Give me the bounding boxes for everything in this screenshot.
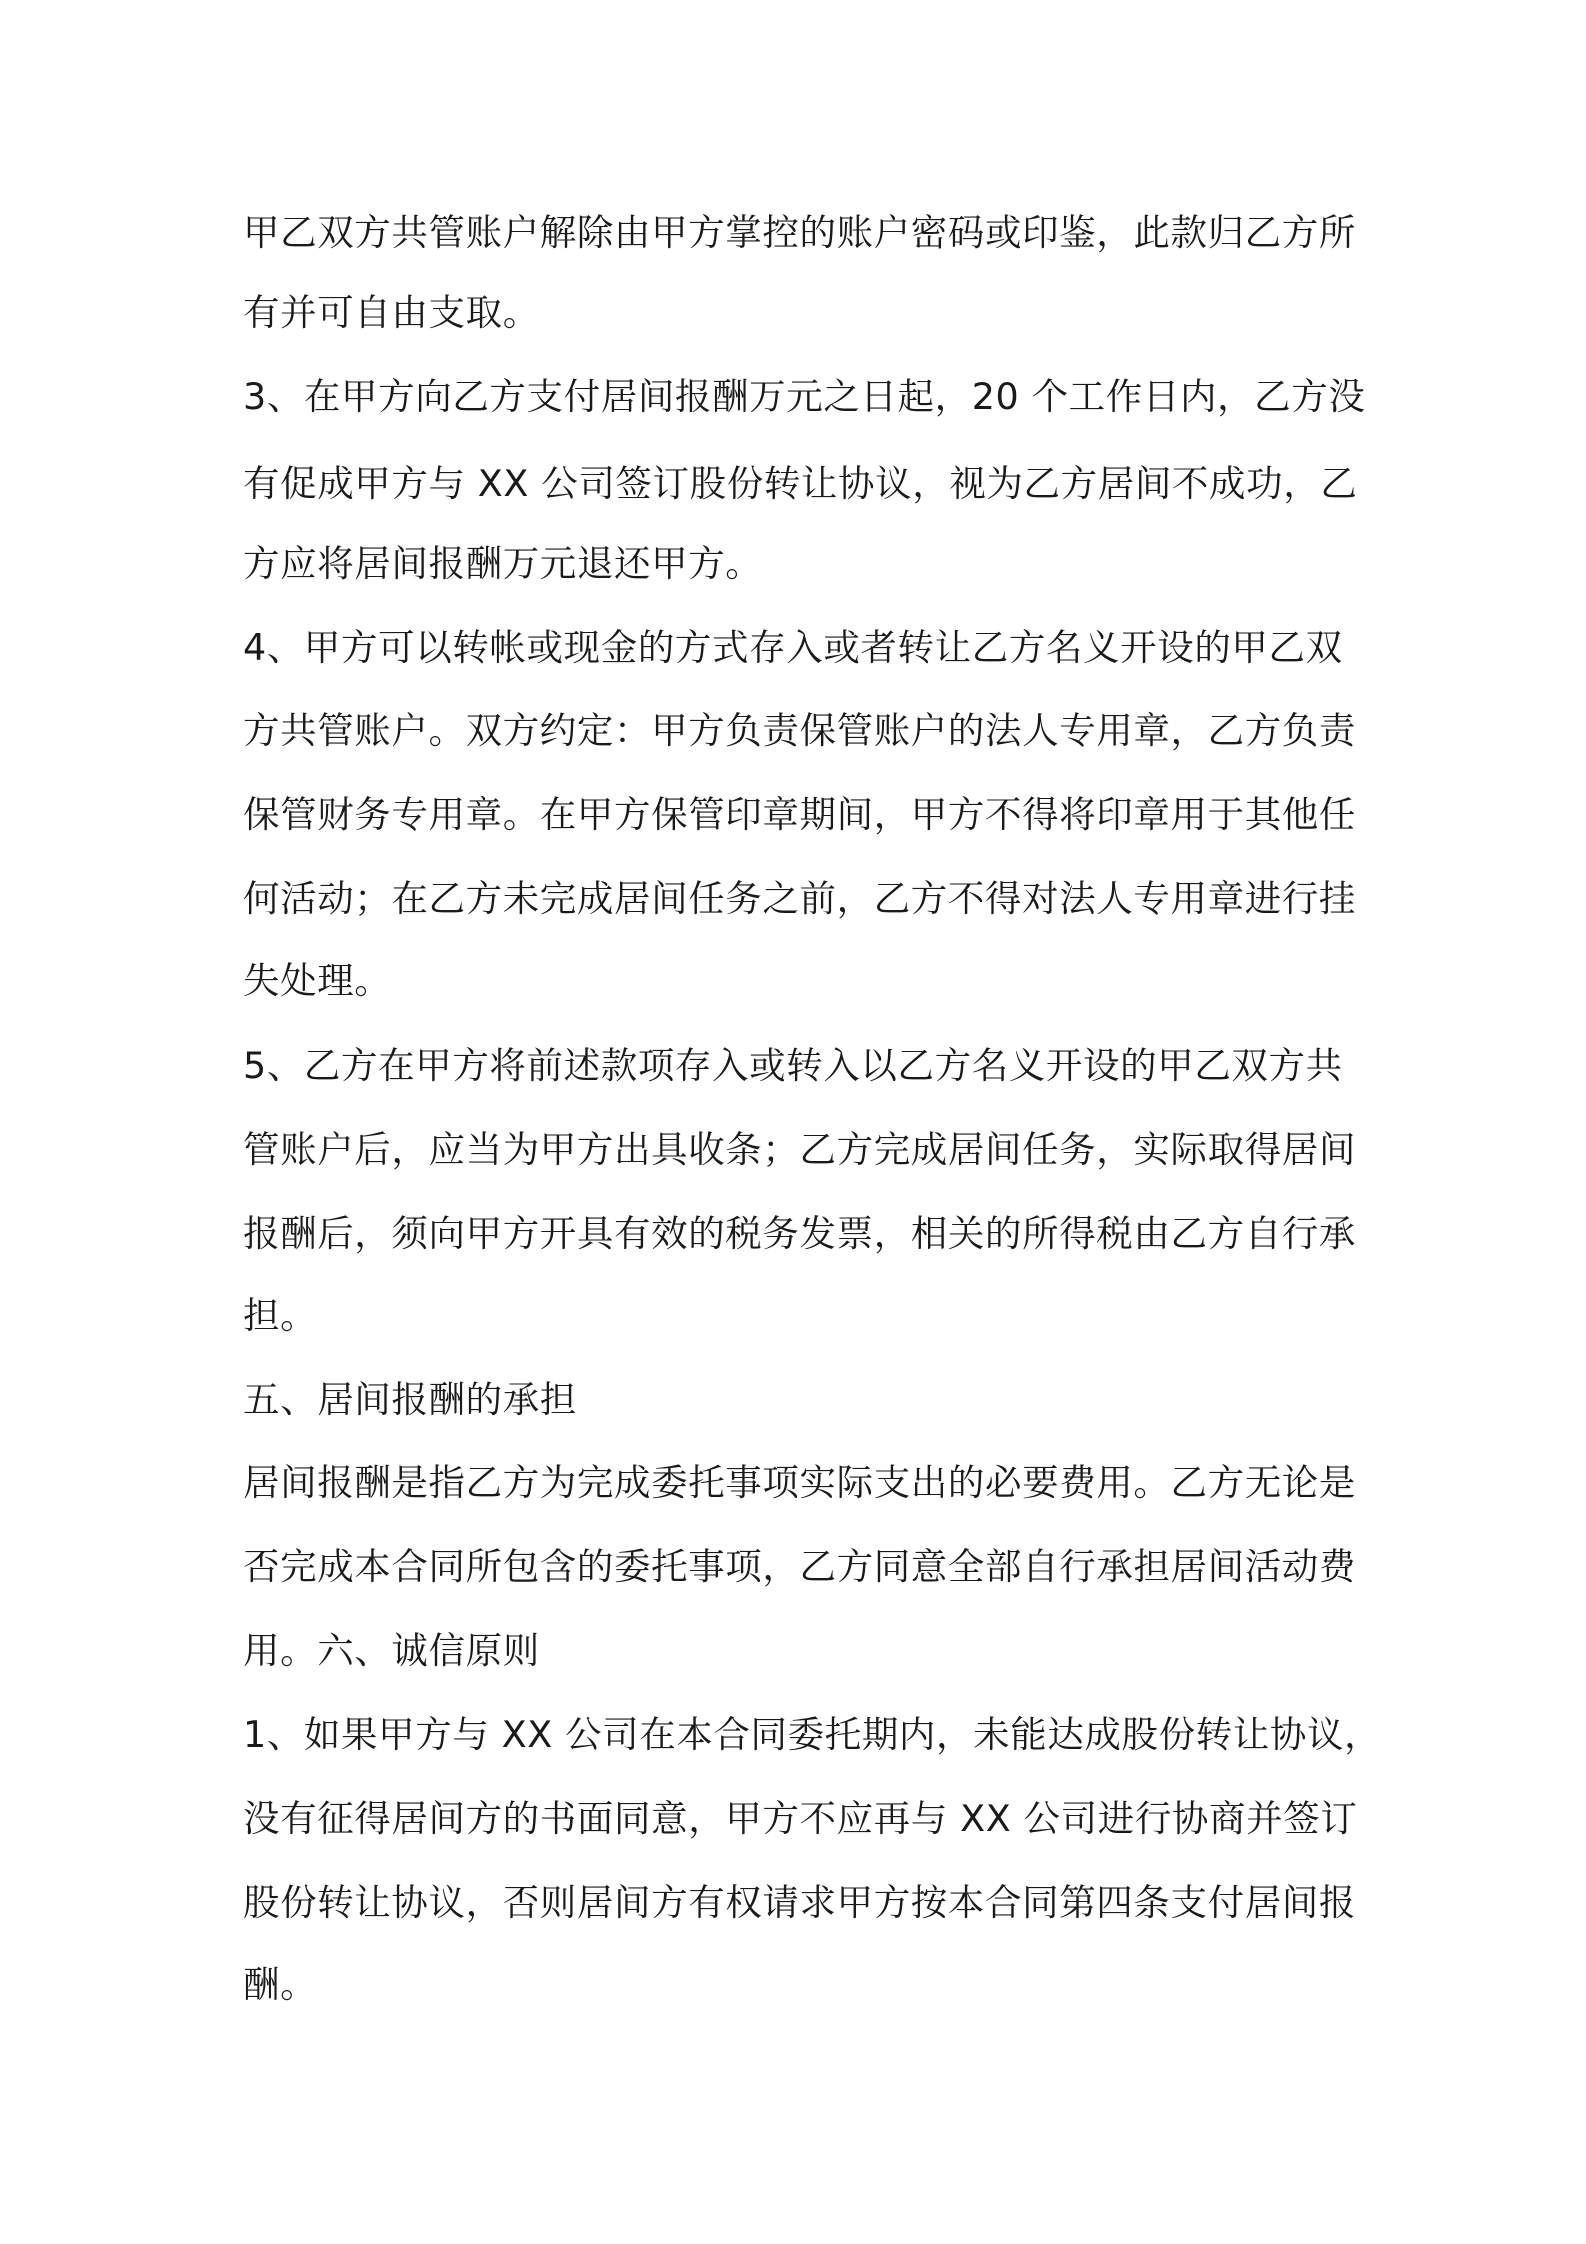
text-line: 保管财务专用章。在甲方保管印章期间，甲方不得将印章用于其他任 [243, 793, 1356, 836]
text-line: 居间报酬是指乙方为完成委托事项实际支出的必要费用。乙方无论是 [243, 1461, 1356, 1504]
text-line: 酬。 [243, 1963, 318, 2006]
text-line: 股份转让协议，否则居间方有权请求甲方按本合同第四条支付居间报 [243, 1881, 1356, 1924]
text-line: 甲乙双方共管账户解除由甲方掌控的账户密码或印鉴，此款归乙方所 [243, 211, 1356, 254]
text-line: 5、乙方在甲方将前述款项存入或转入以乙方名义开设的甲乙双方共 [243, 1044, 1343, 1087]
text-line: 有促成甲方与 XX 公司签订股份转让协议，视为乙方居间不成功，乙 [243, 462, 1358, 505]
text-line: 担。 [243, 1294, 318, 1337]
text-line: 管账户后，应当为甲方出具收条；乙方完成居间任务，实际取得居间 [243, 1128, 1356, 1171]
text-line: 有并可自由支取。 [243, 291, 540, 334]
text-line: 没有征得居间方的书面同意，甲方不应再与 XX 公司进行协商并签订 [243, 1797, 1358, 1840]
text-line: 4、甲方可以转帐或现金的方式存入或者转让乙方名义开设的甲乙双 [243, 626, 1343, 669]
text-line: 方共管账户。双方约定：甲方负责保管账户的法人专用章，乙方负责 [243, 709, 1356, 752]
section-heading: 五、居间报酬的承担 [243, 1378, 577, 1421]
text-line: 否完成本合同所包含的委托事项，乙方同意全部自行承担居间活动费 [243, 1545, 1356, 1588]
text-line: 3、在甲方向乙方支付居间报酬万元之日起，20 个工作日内，乙方没 [243, 375, 1366, 418]
text-line: 用。六、诚信原则 [243, 1629, 540, 1672]
text-line: 方应将居间报酬万元退还甲方。 [243, 542, 763, 585]
text-line: 失处理。 [243, 959, 392, 1002]
text-line: 1、如果甲方与 XX 公司在本合同委托期内，未能达成股份转让协议， [243, 1713, 1382, 1756]
text-line: 何活动；在乙方未完成居间任务之前，乙方不得对法人专用章进行挂 [243, 877, 1356, 920]
text-line: 报酬后，须向甲方开具有效的税务发票，相关的所得税由乙方自行承 [243, 1212, 1356, 1255]
